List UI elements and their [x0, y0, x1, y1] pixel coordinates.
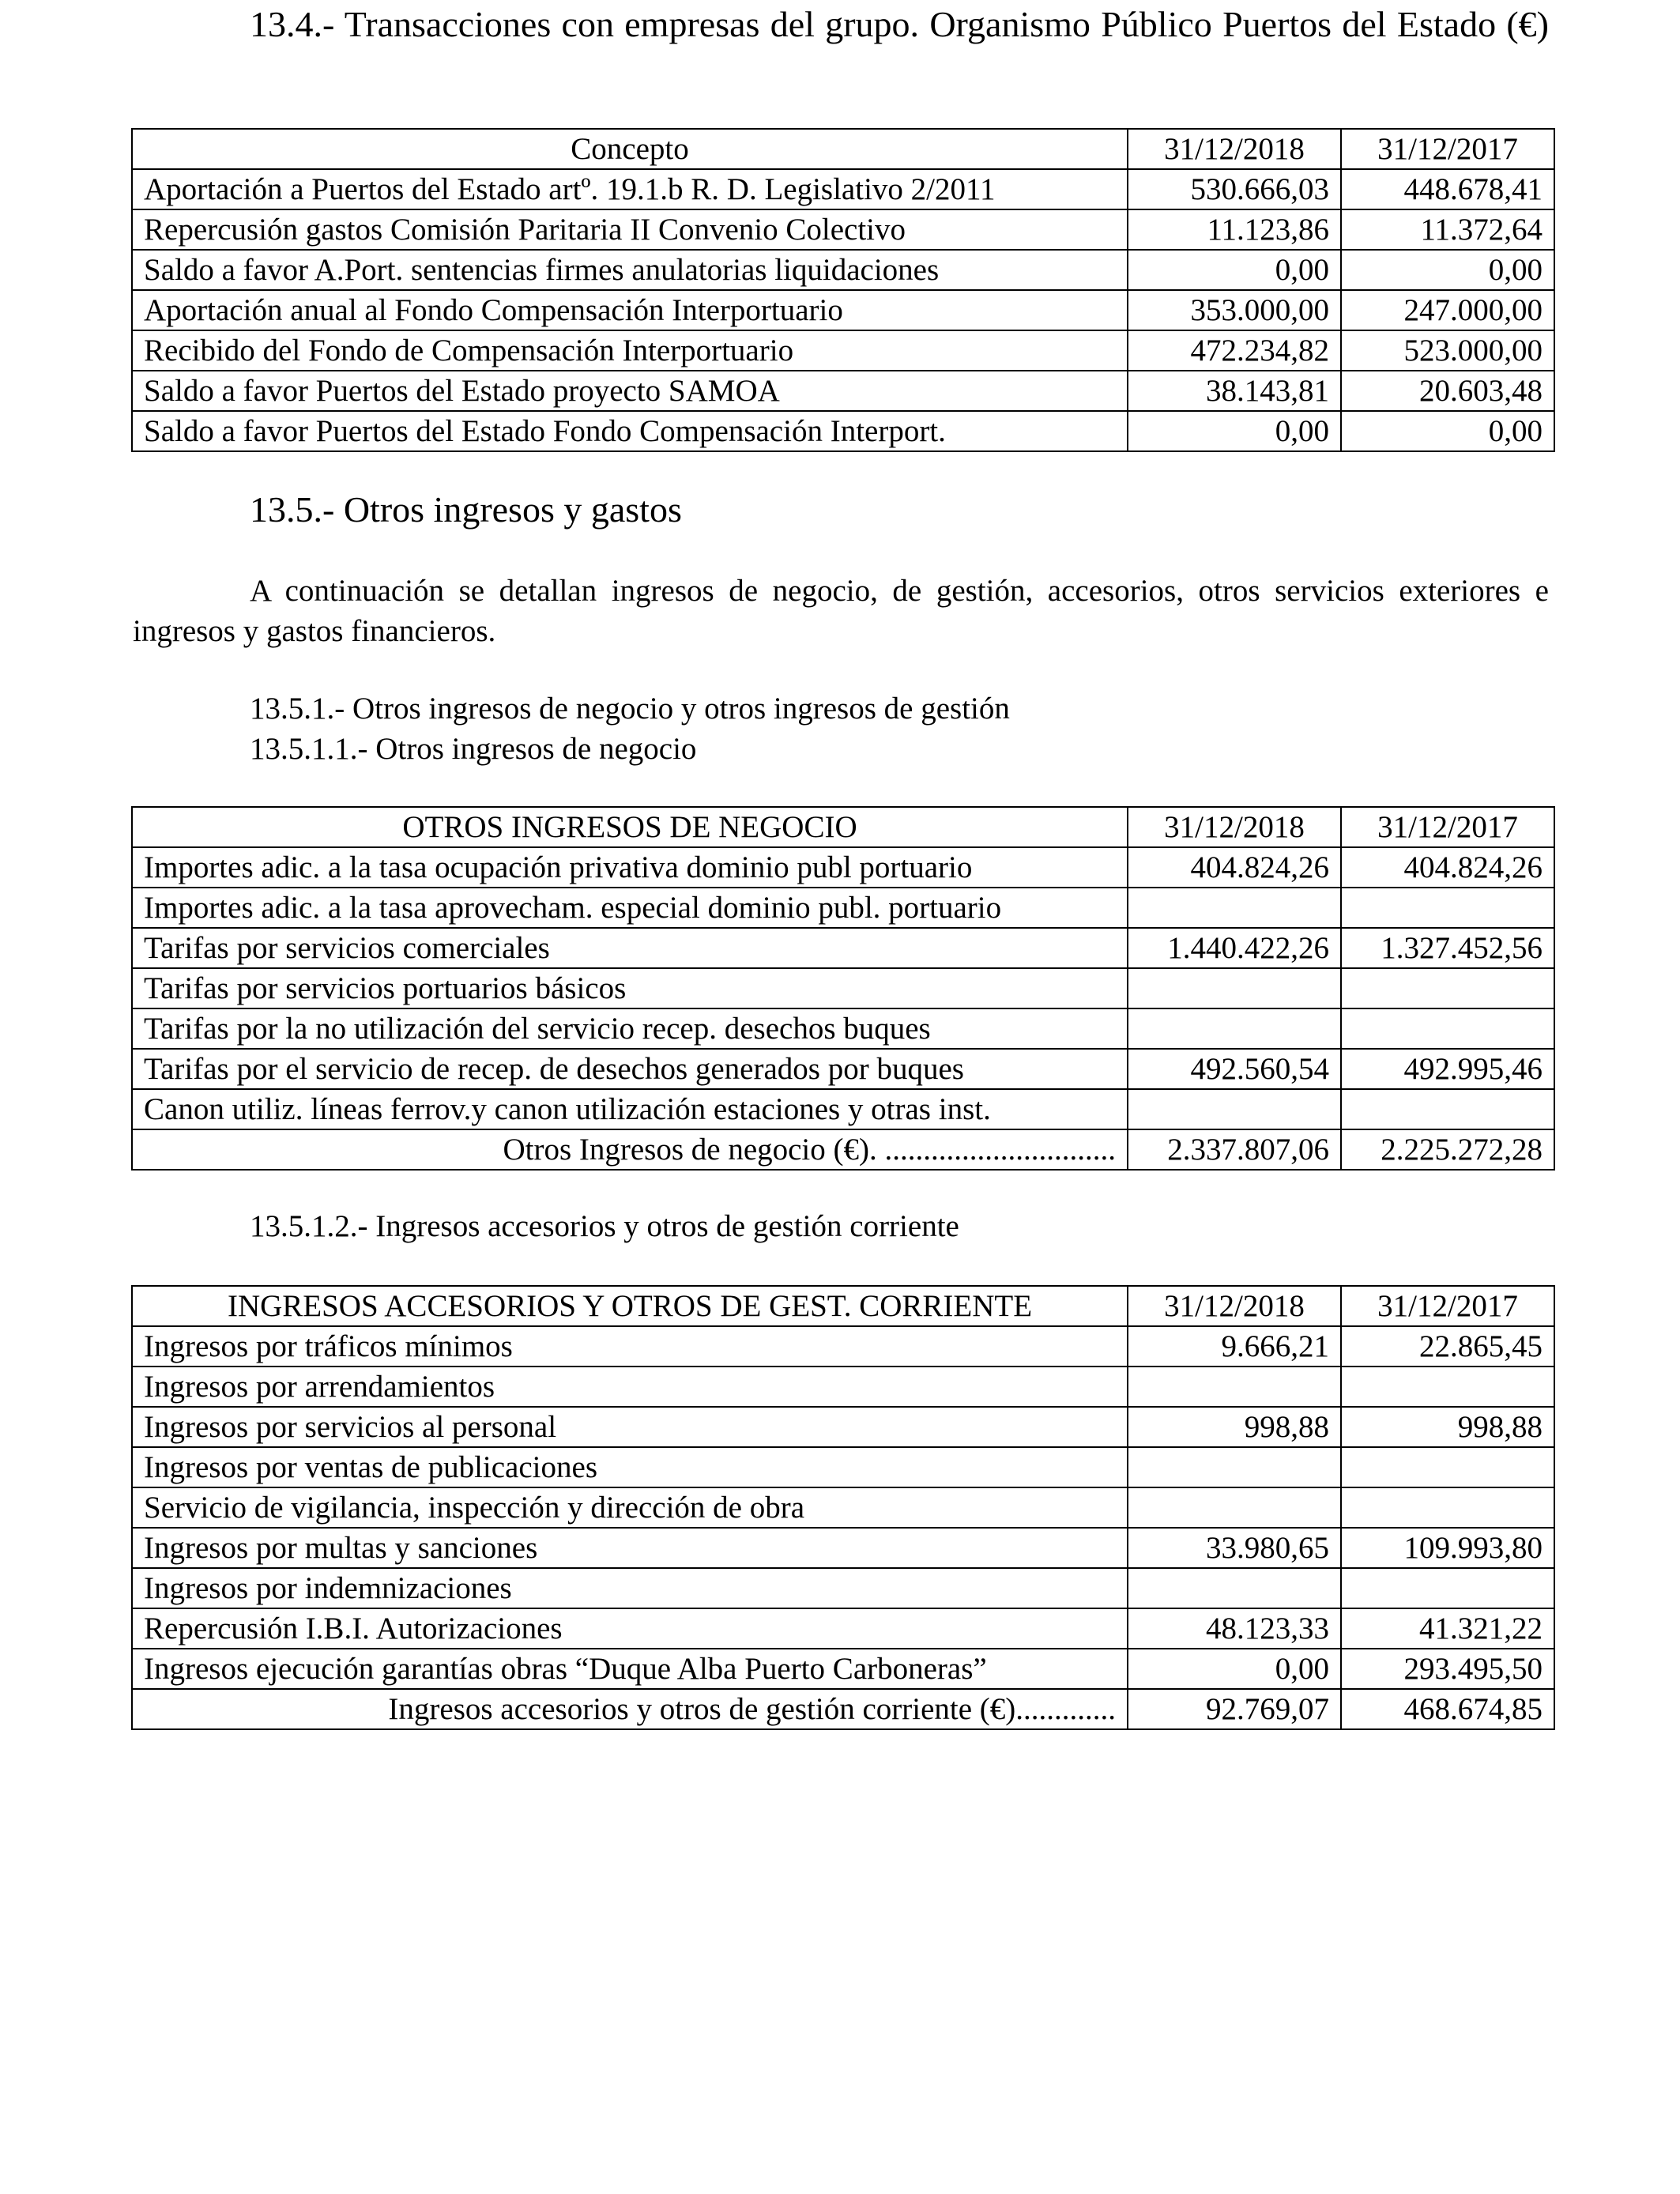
subsection-13-5-1-title: 13.5.1.- Otros ingresos de negocio y otros ingresos de gestión — [250, 692, 1010, 726]
row-value-2017: 492.995,46 — [1341, 1049, 1554, 1089]
row-value-2017 — [1341, 1089, 1554, 1129]
column-header-concepto: INGRESOS ACCESORIOS Y OTROS DE GEST. CORRIENTE — [132, 1286, 1128, 1326]
table-row — [132, 250, 1554, 290]
table-row — [132, 169, 1554, 209]
row-value-2018: 11.123,86 — [1128, 209, 1341, 250]
row-label: Repercusión I.B.I. Autorizaciones — [132, 1608, 1128, 1649]
table-row — [132, 968, 1554, 1008]
row-label: Tarifas por servicios comerciales — [132, 928, 1128, 968]
row-value-2018: 492.560,54 — [1128, 1049, 1341, 1089]
row-value-2018 — [1128, 1568, 1341, 1608]
table-row — [132, 1089, 1554, 1129]
subsection-13-5-1-2-title: 13.5.1.2.- Ingresos accesorios y otros de gestión corriente — [250, 1209, 959, 1243]
table-row — [132, 1649, 1554, 1689]
row-label: Ingresos ejecución garantías obras “Duque Alba Puerto Carboneras” — [132, 1649, 1128, 1689]
row-value-2018: 9.666,21 — [1128, 1326, 1341, 1367]
row-value-2017: 1.327.452,56 — [1341, 928, 1554, 968]
column-header-2018: 31/12/2018 — [1128, 807, 1341, 847]
row-value-2018: 38.143,81 — [1128, 371, 1341, 411]
row-value-2017: 523.000,00 — [1341, 330, 1554, 371]
table-row — [132, 371, 1554, 411]
row-value-2017 — [1341, 888, 1554, 928]
row-value-2018: 48.123,33 — [1128, 1608, 1341, 1649]
row-value-2017 — [1341, 1487, 1554, 1528]
row-value-2017: 448.678,41 — [1341, 169, 1554, 209]
row-value-2018 — [1128, 1487, 1341, 1528]
row-label: Tarifas por servicios portuarios básicos — [132, 968, 1128, 1008]
row-value-2017: 998,88 — [1341, 1407, 1554, 1447]
otros-ingresos-negocio-table-body — [132, 847, 1554, 1129]
row-label: Aportación anual al Fondo Compensación Interportuario — [132, 290, 1128, 330]
table-row — [132, 1568, 1554, 1608]
row-value-2018: 1.440.422,26 — [1128, 928, 1341, 968]
row-label: Recibido del Fondo de Compensación Interportuario — [132, 330, 1128, 371]
row-value-2018 — [1128, 1367, 1341, 1407]
row-value-2017: 41.321,22 — [1341, 1608, 1554, 1649]
column-header-concepto: Concepto — [132, 129, 1128, 169]
row-value-2018 — [1128, 968, 1341, 1008]
total-2018: 92.769,07 — [1128, 1689, 1341, 1729]
table-row — [132, 1528, 1554, 1568]
row-label: Tarifas por la no utilización del servicio recep. desechos buques — [132, 1008, 1128, 1049]
row-label: Tarifas por el servicio de recep. de desechos generados por buques — [132, 1049, 1128, 1089]
table-row — [132, 209, 1554, 250]
row-value-2018 — [1128, 1447, 1341, 1487]
column-header-2017: 31/12/2017 — [1341, 807, 1554, 847]
row-label: Servicio de vigilancia, inspección y dirección de obra — [132, 1487, 1128, 1528]
total-2017: 2.225.272,28 — [1341, 1129, 1554, 1170]
row-label: Ingresos por arrendamientos — [132, 1367, 1128, 1407]
section-13-4-title: 13.4.- Transacciones con empresas del grupo. Organismo Público Puertos del Estado (€) — [250, 4, 1549, 44]
total-label: Ingresos accesorios y otros de gestión corriente (€)............. — [132, 1689, 1128, 1729]
row-value-2017: 247.000,00 — [1341, 290, 1554, 330]
otros-ingresos-negocio-table — [131, 806, 1555, 1171]
row-label: Repercusión gastos Comisión Paritaria II Convenio Colectivo — [132, 209, 1128, 250]
table-row — [132, 847, 1554, 888]
row-value-2017: 22.865,45 — [1341, 1326, 1554, 1367]
row-value-2018: 530.666,03 — [1128, 169, 1341, 209]
row-value-2017 — [1341, 968, 1554, 1008]
row-value-2017 — [1341, 1367, 1554, 1407]
total-2018: 2.337.807,06 — [1128, 1129, 1341, 1170]
row-label: Ingresos por indemnizaciones — [132, 1568, 1128, 1608]
row-label: Ingresos por multas y sanciones — [132, 1528, 1128, 1568]
row-value-2017: 0,00 — [1341, 411, 1554, 451]
table-row — [132, 1008, 1554, 1049]
table-row — [132, 1447, 1554, 1487]
row-value-2018: 0,00 — [1128, 250, 1341, 290]
row-value-2017: 11.372,64 — [1341, 209, 1554, 250]
row-value-2018: 353.000,00 — [1128, 290, 1341, 330]
row-label: Aportación a Puertos del Estado artº. 19.1.b R. D. Legislativo 2/2011 — [132, 169, 1128, 209]
row-value-2018 — [1128, 1008, 1341, 1049]
table-row — [132, 330, 1554, 371]
row-label: Importes adic. a la tasa aprovecham. especial dominio publ. portuario — [132, 888, 1128, 928]
section-13-5-intro: A continuación se detallan ingresos de negocio, de gestión, accesorios, otros servicios exteriores e ingresos y gastos financieros. — [133, 574, 1549, 648]
table-row — [132, 1049, 1554, 1089]
table-row — [132, 290, 1554, 330]
row-value-2018 — [1128, 1089, 1341, 1129]
table-row — [132, 1367, 1554, 1407]
row-value-2017: 20.603,48 — [1341, 371, 1554, 411]
column-header-concepto: OTROS INGRESOS DE NEGOCIO — [132, 807, 1128, 847]
table-header-row — [132, 129, 1554, 169]
table-row — [132, 1326, 1554, 1367]
column-header-2017: 31/12/2017 — [1341, 129, 1554, 169]
row-value-2017 — [1341, 1447, 1554, 1487]
table-row — [132, 888, 1554, 928]
table-total-row — [132, 1129, 1554, 1170]
table-header-row — [132, 807, 1554, 847]
row-value-2017: 404.824,26 — [1341, 847, 1554, 888]
row-label: Saldo a favor Puertos del Estado proyecto SAMOA — [132, 371, 1128, 411]
row-value-2018 — [1128, 888, 1341, 928]
row-value-2018: 404.824,26 — [1128, 847, 1341, 888]
column-header-2018: 31/12/2018 — [1128, 129, 1341, 169]
total-2017: 468.674,85 — [1341, 1689, 1554, 1729]
row-value-2018: 33.980,65 — [1128, 1528, 1341, 1568]
row-value-2017: 293.495,50 — [1341, 1649, 1554, 1689]
row-value-2018: 0,00 — [1128, 411, 1341, 451]
row-label: Saldo a favor Puertos del Estado Fondo Compensación Interport. — [132, 411, 1128, 451]
section-13-5-title: 13.5.- Otros ingresos y gastos — [250, 489, 682, 530]
row-value-2018: 0,00 — [1128, 1649, 1341, 1689]
transacciones-table-body — [132, 169, 1554, 451]
column-header-2017: 31/12/2017 — [1341, 1286, 1554, 1326]
row-label: Ingresos por servicios al personal — [132, 1407, 1128, 1447]
transacciones-table — [131, 128, 1555, 452]
row-value-2018: 472.234,82 — [1128, 330, 1341, 371]
ingresos-accesorios-table-body — [132, 1326, 1554, 1689]
table-row — [132, 1608, 1554, 1649]
row-label: Importes adic. a la tasa ocupación privativa dominio publ portuario — [132, 847, 1128, 888]
row-value-2017: 0,00 — [1341, 250, 1554, 290]
ingresos-accesorios-table — [131, 1285, 1555, 1730]
table-total-row — [132, 1689, 1554, 1729]
table-row — [132, 928, 1554, 968]
row-label: Canon utiliz. líneas ferrov.y canon utilización estaciones y otras inst. — [132, 1089, 1128, 1129]
subsection-13-5-1-1-title: 13.5.1.1.- Otros ingresos de negocio — [250, 732, 697, 766]
row-value-2017 — [1341, 1568, 1554, 1608]
table-header-row — [132, 1286, 1554, 1326]
row-value-2017: 109.993,80 — [1341, 1528, 1554, 1568]
table-row — [132, 1487, 1554, 1528]
row-value-2018: 998,88 — [1128, 1407, 1341, 1447]
row-label: Saldo a favor A.Port. sentencias firmes anulatorias liquidaciones — [132, 250, 1128, 290]
row-label: Ingresos por tráficos mínimos — [132, 1326, 1128, 1367]
row-label: Ingresos por ventas de publicaciones — [132, 1447, 1128, 1487]
column-header-2018: 31/12/2018 — [1128, 1286, 1341, 1326]
row-value-2017 — [1341, 1008, 1554, 1049]
table-row — [132, 1407, 1554, 1447]
table-row — [132, 411, 1554, 451]
total-label: Otros Ingresos de negocio (€). .............................. — [132, 1129, 1128, 1170]
